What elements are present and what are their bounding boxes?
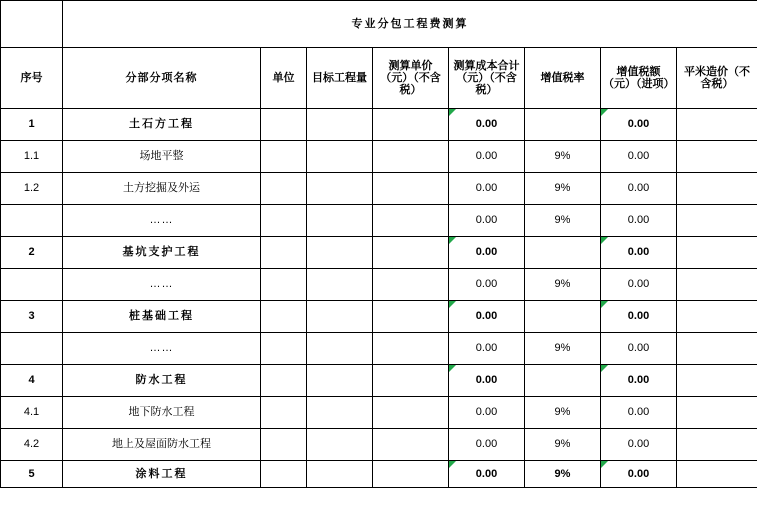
cell-unit[interactable] bbox=[261, 237, 307, 269]
cell-quantity[interactable] bbox=[307, 365, 373, 397]
cell-unit-price[interactable] bbox=[373, 173, 449, 205]
column-header-name[interactable]: 分部分项名称 bbox=[63, 48, 261, 109]
cell-unit-price[interactable] bbox=[373, 237, 449, 269]
cell-price-per-sqm[interactable] bbox=[677, 429, 757, 461]
table-row bbox=[1, 429, 757, 461]
table-row bbox=[1, 173, 757, 205]
cell-tax-amount[interactable]: 0.00 bbox=[601, 269, 677, 301]
cell-tax-amount[interactable]: 0.00 bbox=[601, 237, 677, 269]
cell-name[interactable]: 基坑支护工程 bbox=[63, 237, 261, 269]
column-header-index[interactable]: 序号 bbox=[1, 48, 63, 109]
cell-cost-total[interactable]: 0.00 bbox=[449, 269, 525, 301]
cell-quantity[interactable] bbox=[307, 429, 373, 461]
column-header-tax-amount[interactable]: 增值税额（元）（进项） bbox=[601, 48, 677, 109]
table-row bbox=[1, 333, 757, 365]
cell-unit[interactable] bbox=[261, 109, 307, 141]
cell-tax-rate[interactable] bbox=[525, 109, 601, 141]
cell-cost-total[interactable]: 0.00 bbox=[449, 205, 525, 237]
cell-price-per-sqm[interactable] bbox=[677, 461, 757, 488]
cell-tax-amount[interactable]: 0.00 bbox=[601, 429, 677, 461]
cell-name[interactable]: …… bbox=[63, 205, 261, 237]
cell-index[interactable]: 4.2 bbox=[1, 429, 63, 461]
cell-unit[interactable] bbox=[261, 141, 307, 173]
cell-tax-rate[interactable]: 9% bbox=[525, 429, 601, 461]
cell-unit[interactable] bbox=[261, 365, 307, 397]
cell-price-per-sqm[interactable] bbox=[677, 205, 757, 237]
cell-name[interactable]: 土石方工程 bbox=[63, 109, 261, 141]
table-body bbox=[1, 1, 757, 488]
cell-quantity[interactable] bbox=[307, 237, 373, 269]
cell-unit-price[interactable] bbox=[373, 461, 449, 488]
cell-tax-rate[interactable]: 9% bbox=[525, 205, 601, 237]
cell-price-per-sqm[interactable] bbox=[677, 109, 757, 141]
cell-name[interactable]: 土方挖掘及外运 bbox=[63, 173, 261, 205]
cell-tax-rate[interactable]: 9% bbox=[525, 397, 601, 429]
cell-price-per-sqm[interactable] bbox=[677, 365, 757, 397]
cell-tax-rate[interactable] bbox=[525, 365, 601, 397]
table-row bbox=[1, 301, 757, 333]
table-row bbox=[1, 141, 757, 173]
title-row bbox=[1, 1, 757, 48]
cell-name[interactable]: 防水工程 bbox=[63, 365, 261, 397]
cell-price-per-sqm[interactable] bbox=[677, 269, 757, 301]
cell-unit-price[interactable] bbox=[373, 205, 449, 237]
cell-price-per-sqm[interactable] bbox=[677, 397, 757, 429]
cell-price-per-sqm[interactable] bbox=[677, 301, 757, 333]
title-left-blank-cell[interactable] bbox=[1, 1, 63, 48]
cell-unit[interactable] bbox=[261, 173, 307, 205]
cell-tax-rate[interactable] bbox=[525, 301, 601, 333]
cell-name[interactable]: 地下防水工程 bbox=[63, 397, 261, 429]
cell-tax-amount[interactable]: 0.00 bbox=[601, 205, 677, 237]
column-header-unit-price[interactable]: 测算单价（元）（不含税） bbox=[373, 48, 449, 109]
table-header-row bbox=[1, 48, 757, 109]
cell-quantity[interactable] bbox=[307, 333, 373, 365]
cell-index[interactable] bbox=[1, 205, 63, 237]
cell-cost-total[interactable]: 0.00 bbox=[449, 301, 525, 333]
cell-tax-amount[interactable]: 0.00 bbox=[601, 141, 677, 173]
cell-price-per-sqm[interactable] bbox=[677, 173, 757, 205]
cell-name[interactable]: 涂料工程 bbox=[63, 461, 261, 488]
table-row bbox=[1, 461, 757, 488]
cell-index[interactable]: 2 bbox=[1, 237, 63, 269]
cell-unit-price[interactable] bbox=[373, 333, 449, 365]
cell-cost-total[interactable]: 0.00 bbox=[449, 429, 525, 461]
cell-quantity[interactable] bbox=[307, 205, 373, 237]
cell-cost-total[interactable]: 0.00 bbox=[449, 333, 525, 365]
cell-index[interactable]: 4.1 bbox=[1, 397, 63, 429]
cell-cost-total[interactable]: 0.00 bbox=[449, 109, 525, 141]
cell-unit-price[interactable] bbox=[373, 269, 449, 301]
cell-tax-rate[interactable]: 9% bbox=[525, 333, 601, 365]
cell-quantity[interactable] bbox=[307, 301, 373, 333]
cell-tax-rate[interactable]: 9% bbox=[525, 461, 601, 488]
cell-name[interactable]: 地上及屋面防水工程 bbox=[63, 429, 261, 461]
cell-tax-rate[interactable]: 9% bbox=[525, 173, 601, 205]
cell-price-per-sqm[interactable] bbox=[677, 237, 757, 269]
cell-index[interactable]: 1 bbox=[1, 109, 63, 141]
cell-tax-amount[interactable]: 0.00 bbox=[601, 397, 677, 429]
table-row bbox=[1, 205, 757, 237]
cell-tax-amount[interactable]: 0.00 bbox=[601, 109, 677, 141]
cell-unit-price[interactable] bbox=[373, 141, 449, 173]
cell-unit[interactable] bbox=[261, 461, 307, 488]
cell-quantity[interactable] bbox=[307, 109, 373, 141]
table-row bbox=[1, 269, 757, 301]
cell-cost-total[interactable]: 0.00 bbox=[449, 397, 525, 429]
cell-index[interactable]: 3 bbox=[1, 301, 63, 333]
cell-unit[interactable] bbox=[261, 429, 307, 461]
cell-unit-price[interactable] bbox=[373, 301, 449, 333]
cell-name[interactable]: …… bbox=[63, 269, 261, 301]
cell-price-per-sqm[interactable] bbox=[677, 141, 757, 173]
cell-tax-rate[interactable]: 9% bbox=[525, 269, 601, 301]
cell-unit[interactable] bbox=[261, 205, 307, 237]
table-row bbox=[1, 397, 757, 429]
cell-cost-total[interactable]: 0.00 bbox=[449, 237, 525, 269]
cell-tax-amount[interactable]: 0.00 bbox=[601, 365, 677, 397]
column-header-unit[interactable]: 单位 bbox=[261, 48, 307, 109]
table-row bbox=[1, 237, 757, 269]
column-header-cost-total[interactable]: 测算成本合计（元）（不含税） bbox=[449, 48, 525, 109]
cell-tax-rate[interactable] bbox=[525, 237, 601, 269]
cell-index[interactable]: 4 bbox=[1, 365, 63, 397]
cell-index[interactable]: 1.1 bbox=[1, 141, 63, 173]
cell-name[interactable]: 桩基础工程 bbox=[63, 301, 261, 333]
cell-unit-price[interactable] bbox=[373, 397, 449, 429]
cell-index[interactable]: 1.2 bbox=[1, 173, 63, 205]
cell-unit-price[interactable] bbox=[373, 429, 449, 461]
cell-price-per-sqm[interactable] bbox=[677, 333, 757, 365]
cell-index[interactable] bbox=[1, 333, 63, 365]
cell-name[interactable]: 场地平整 bbox=[63, 141, 261, 173]
cell-name[interactable]: …… bbox=[63, 333, 261, 365]
cell-index[interactable]: 5 bbox=[1, 461, 63, 488]
column-header-quantity[interactable]: 目标工程量 bbox=[307, 48, 373, 109]
cell-cost-total[interactable]: 0.00 bbox=[449, 141, 525, 173]
cell-cost-total[interactable]: 0.00 bbox=[449, 461, 525, 488]
cell-tax-amount[interactable]: 0.00 bbox=[601, 333, 677, 365]
page-title: 专业分包工程费测算 bbox=[63, 1, 757, 48]
cell-quantity[interactable] bbox=[307, 397, 373, 429]
cell-unit-price[interactable] bbox=[373, 109, 449, 141]
table-row bbox=[1, 109, 757, 141]
cell-tax-rate[interactable]: 9% bbox=[525, 141, 601, 173]
cell-cost-total[interactable]: 0.00 bbox=[449, 173, 525, 205]
cell-unit[interactable] bbox=[261, 269, 307, 301]
cell-unit[interactable] bbox=[261, 397, 307, 429]
cell-cost-total[interactable]: 0.00 bbox=[449, 365, 525, 397]
cell-unit[interactable] bbox=[261, 301, 307, 333]
cell-tax-amount[interactable]: 0.00 bbox=[601, 301, 677, 333]
cell-tax-amount[interactable]: 0.00 bbox=[601, 173, 677, 205]
cell-quantity[interactable] bbox=[307, 461, 373, 488]
cell-quantity[interactable] bbox=[307, 269, 373, 301]
table-row bbox=[1, 365, 757, 397]
cell-unit-price[interactable] bbox=[373, 365, 449, 397]
cell-index[interactable] bbox=[1, 269, 63, 301]
cell-tax-amount[interactable]: 0.00 bbox=[601, 461, 677, 488]
column-header-price-per-sqm[interactable]: 平米造价（不含税） bbox=[677, 48, 757, 109]
cell-quantity[interactable] bbox=[307, 173, 373, 205]
cell-unit[interactable] bbox=[261, 333, 307, 365]
column-header-tax-rate[interactable]: 增值税率 bbox=[525, 48, 601, 109]
cell-quantity[interactable] bbox=[307, 141, 373, 173]
